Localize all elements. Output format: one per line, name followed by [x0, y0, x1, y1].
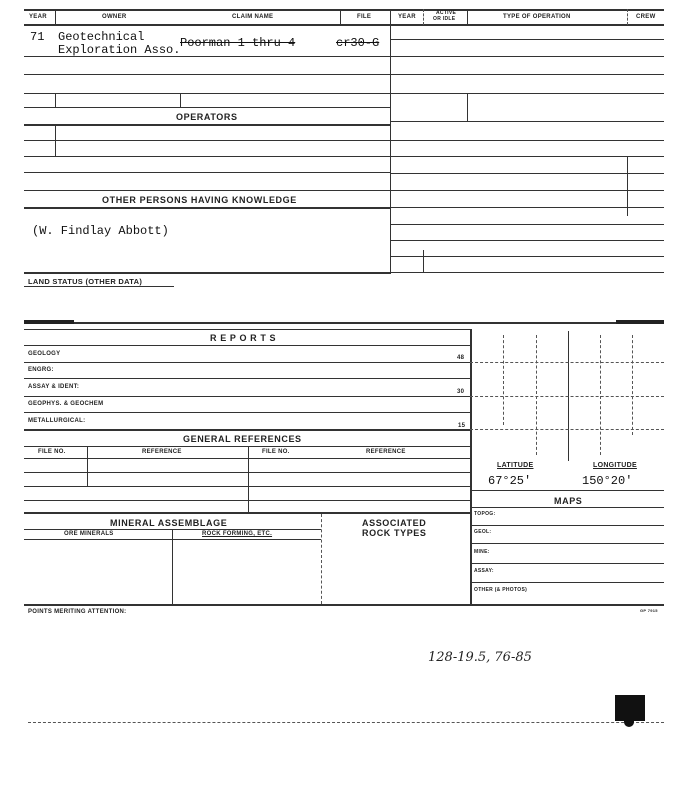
entry-file: cr30-G	[336, 36, 380, 50]
header-active-line1: ACTIVE	[436, 10, 457, 16]
gr-reference-2: REFERENCE	[366, 449, 406, 455]
other-persons-heading: OTHER PERSONS HAVING KNOWLEDGE	[102, 195, 297, 205]
gr-reference-1: REFERENCE	[142, 449, 182, 455]
operators-heading: OPERATORS	[176, 112, 238, 122]
maps-mine: MINE:	[474, 549, 490, 555]
latitude-value: 67°25'	[488, 474, 532, 488]
maps-topog: TOPOG:	[474, 511, 496, 517]
header-year: YEAR	[29, 14, 47, 20]
rock-forming-label: ROCK FORMING, ETC.	[202, 531, 273, 537]
header-type-of-operation: TYPE OF OPERATION	[503, 14, 571, 20]
mineral-assemblage-title: MINERAL ASSEMBLAGE	[110, 518, 228, 528]
associated-line1: ASSOCIATED	[362, 518, 427, 528]
ore-minerals-label: ORE MINERALS	[64, 531, 114, 537]
reports-title: R E P O R T S	[210, 333, 277, 343]
maps-other: OTHER (& PHOTOS)	[474, 587, 528, 593]
entry-owner-line2: Exploration Asso.	[58, 43, 181, 57]
header-year-2: YEAR	[398, 14, 416, 20]
reports-assay-num: 30	[457, 389, 465, 395]
other-persons-entry: (W. Findlay Abbott)	[32, 224, 169, 238]
longitude-value: 150°20'	[582, 474, 633, 488]
reports-geophys: GEOPHYS. & GEOCHEM	[28, 401, 104, 407]
associated-line2: ROCK TYPES	[362, 528, 427, 538]
header-claim-name: CLAIM NAME	[232, 14, 274, 20]
maps-assay: ASSAY:	[474, 568, 494, 574]
entry-owner-line1: Geotechnical	[58, 30, 145, 44]
black-marker	[615, 695, 645, 721]
reports-metallurgical-num: 15	[458, 423, 466, 429]
reports-metallurgical: METALLURGICAL:	[28, 418, 86, 424]
reports-assay: ASSAY & IDENT:	[28, 384, 80, 390]
points-meriting-attention: POINTS MERITING ATTENTION:	[28, 609, 127, 615]
land-status-label: LAND STATUS (OTHER DATA)	[28, 277, 143, 286]
reports-geology: GEOLOGY	[28, 351, 61, 357]
gr-file-no-1: FILE NO.	[38, 449, 66, 455]
entry-claim-name: Poorman 1 thru 4	[180, 36, 296, 50]
gr-file-no-2: FILE NO.	[262, 449, 290, 455]
header-owner: OWNER	[102, 14, 127, 20]
longitude-label: LONGITUDE	[593, 462, 637, 469]
handwritten-note: 128-19.5, 76-85	[428, 650, 532, 665]
form-number: GP 7915	[640, 608, 658, 613]
header-file: FILE	[357, 14, 372, 20]
reports-geology-num: 48	[457, 355, 465, 361]
header-active-line2: OR IDLE	[433, 16, 456, 22]
header-crew: CREW	[636, 14, 656, 20]
maps-title: MAPS	[554, 496, 583, 506]
general-references-title: GENERAL REFERENCES	[183, 434, 302, 444]
reports-engrg: ENGRG:	[28, 367, 54, 373]
entry-year: 71	[30, 30, 45, 44]
maps-geol: GEOL:	[474, 529, 492, 535]
latitude-label: LATITUDE	[497, 462, 534, 469]
